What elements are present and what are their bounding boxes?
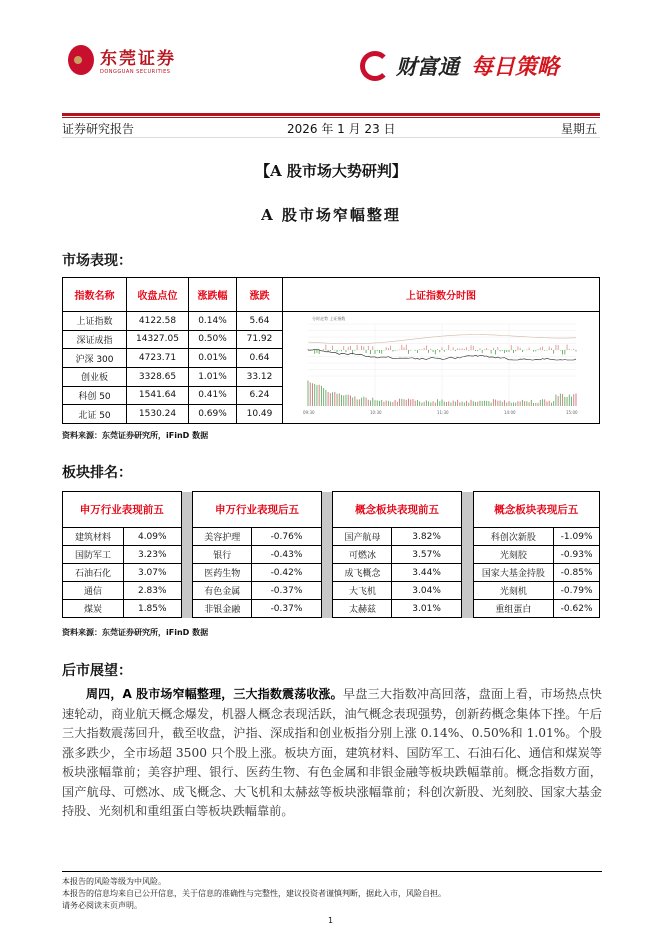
table-cell: 14327.05 [127,330,189,349]
table-cell: 科创 50 [63,386,127,405]
header-divider [62,137,600,138]
sector-name: 银行 [193,546,252,564]
table-cell: 71.92 [237,330,283,349]
table-cell: 1541.64 [127,386,189,405]
sector-change: 3.44% [392,564,461,582]
table-cell: 1.01% [189,367,237,386]
group-title: 申万行业表现后五 [193,492,321,528]
col-header: 上证指数分时图 [283,278,600,312]
sector-change: 1.85% [124,600,181,618]
table-cell: 上证指数 [63,312,127,331]
column-name: 每日策略 [471,55,560,80]
page-number: 1 [328,916,334,925]
outlook-body: 早盘三大指数冲高回落，盘面上看，市场热点快速轮动，商业航天概念爆发，机器人概念表现活跃，油气概念表现强势，创新药概念集体下挫。午后三大指数震荡回升，截至收盘，沪指、深成指和创业板指分别上涨 0.14%、0.50%和 1.01%。个股涨多跌少，全市场超 3500 只个股上涨。板块方面，建筑材料、国防军工、石油石化、通信和煤炭等板块涨幅靠前；美容护理、银行、医药生物、有色金属和非银金融等板块跌幅靠前。概念指数方面，国产航母、可燃冰、成飞概念、大飞机和太赫兹等板块涨幅靠前；科创次新股、光刻胶、国家大基金持股、光刻机和重组蛋白等板块跌幅靠前。 [62,687,602,818]
group-gap [321,528,333,546]
sector-change: -0.42% [252,564,321,582]
report-weekday: 星期五 [561,122,598,136]
col-header: 涨跌 [237,278,283,312]
group-gap [181,492,193,528]
table-cell: 10.49 [237,405,283,424]
brand-name-en: DONGGUAN SECURITIES [100,69,171,75]
sector-change: -0.37% [252,582,321,600]
group-gap [461,528,473,546]
sector-name: 成飞概念 [333,564,392,582]
time-label: 15:00 [566,410,578,415]
time-label: 11:30 [437,410,449,415]
table-cell: 创业板 [63,367,127,386]
table-row [63,312,600,331]
sectors-source: 资料来源：东莞证券研究所，iFinD 数据 [62,628,209,637]
market-heading: 市场表现： [62,253,132,269]
intraday-chart-cell [283,312,600,424]
sector-change: -0.43% [252,546,321,564]
table-cell: 3328.65 [127,367,189,386]
group-gap [321,600,333,618]
outlook-heading: 后市展望： [62,663,132,679]
sector-change: -0.79% [554,582,600,600]
table-row [63,600,600,618]
group-gap [181,582,193,600]
sector-name: 非银金融 [193,600,252,618]
sector-name: 建筑材料 [63,528,124,546]
sector-change: 3.82% [392,528,461,546]
footer-line: 本报告的信息均来自已公开信息，关于信息的准确性与完整性，建议投资者谨慎判断，据此入市，风险自担。 [62,889,446,898]
report-type: 证券研究报告 [62,122,135,136]
table-cell: 4723.71 [127,349,189,368]
sector-name: 美容护理 [193,528,252,546]
footer-line: 请务必阅读末页声明。 [62,901,142,910]
sector-header-row [63,492,600,528]
table-cell: 0.41% [189,386,237,405]
sector-change: -0.93% [554,546,600,564]
sector-name: 大飞机 [333,582,392,600]
outlook-paragraph [62,685,602,822]
group-gap [321,582,333,600]
group-title: 概念板块表现前五 [333,492,461,528]
col-header: 涨跌幅 [189,278,237,312]
footer-rule [62,871,602,872]
group-gap [181,528,193,546]
market-table [62,277,600,424]
group-gap [321,564,333,582]
group-gap [181,600,193,618]
sector-change: -0.85% [554,564,600,582]
sector-name: 国防军工 [63,546,124,564]
table-cell: 4122.58 [127,312,189,331]
time-label: 14:00 [504,410,516,415]
header-rule [62,113,600,116]
dongguan-securities-logo [68,44,176,75]
table-cell: 1530.24 [127,405,189,424]
sectors-heading: 板块排名： [62,465,132,481]
group-title: 概念板块表现后五 [473,492,600,528]
sector-change: 2.83% [124,582,181,600]
outlook-lead: 周四，A 股市场窄幅整理，三大指数震荡收涨。 [86,687,343,701]
sector-name: 国家大基金持股 [473,564,554,582]
group-gap [461,582,473,600]
group-gap [181,564,193,582]
group-gap [461,546,473,564]
sector-change: -0.62% [554,600,600,618]
sector-change: 3.57% [392,546,461,564]
group-gap [321,546,333,564]
table-row [63,528,600,546]
table-cell: 0.01% [189,349,237,368]
caifutong-mark-icon [360,51,390,81]
table-row [63,546,600,564]
sector-name: 石油石化 [63,564,124,582]
sector-name: 可燃冰 [333,546,392,564]
sector-name: 科创次新股 [473,528,554,546]
table-cell: 0.64 [237,349,283,368]
sector-name: 通信 [63,582,124,600]
time-label: 10:30 [370,410,382,415]
group-gap [461,492,473,528]
sector-change: -1.09% [554,528,600,546]
sector-name: 重组蛋白 [473,600,554,618]
table-cell: 0.69% [189,405,237,424]
group-gap [181,546,193,564]
report-title: 【A 股市场大势研判】 [255,162,407,180]
table-row [63,582,600,600]
time-label: 09:30 [303,410,315,415]
table-cell: 5.64 [237,312,283,331]
group-gap [321,492,333,528]
sector-name: 太赫兹 [333,600,392,618]
table-cell: 深证成指 [63,330,127,349]
table-cell: 0.50% [189,330,237,349]
sector-change: 4.09% [124,528,181,546]
sector-change: -0.37% [252,600,321,618]
market-source: 资料来源：东莞证券研究所，iFinD 数据 [62,431,209,440]
intraday-chart [286,314,596,418]
sector-name: 国产航母 [333,528,392,546]
footer-line: 本报告的风险等级为中风险。 [62,877,166,886]
sector-name: 光刻机 [473,582,554,600]
table-cell: 0.14% [189,312,237,331]
report-date: 2026 年 1 月 23 日 [287,122,396,136]
brand-name: 东莞证券 [100,49,176,69]
sector-change: -0.76% [252,528,321,546]
group-gap [461,600,473,618]
table-row [63,564,600,582]
chart-legend: 分时走势 上证指数 [312,316,346,321]
sector-table [62,491,600,618]
product-name: 财富通 [396,53,459,79]
header-rule-thin [62,117,600,118]
group-gap [461,564,473,582]
sector-name: 光刻胶 [473,546,554,564]
col-header: 收盘点位 [127,278,189,312]
sector-name: 医药生物 [193,564,252,582]
table-cell: 6.24 [237,386,283,405]
sector-change: 3.07% [124,564,181,582]
group-title: 申万行业表现前五 [63,492,182,528]
sector-change: 3.23% [124,546,181,564]
report-subtitle: A 股市场窄幅整理 [261,206,401,224]
table-cell: 沪深 300 [63,349,127,368]
sector-name: 有色金属 [193,582,252,600]
caifutong-logo [360,50,559,81]
footer-disclaimer [62,876,446,912]
sector-change: 3.04% [392,582,461,600]
sector-change: 3.01% [392,600,461,618]
col-header: 指数名称 [63,278,127,312]
logo-mark-icon [68,45,94,75]
table-cell: 北证 50 [63,405,127,424]
table-cell: 33.12 [237,367,283,386]
sector-name: 煤炭 [63,600,124,618]
